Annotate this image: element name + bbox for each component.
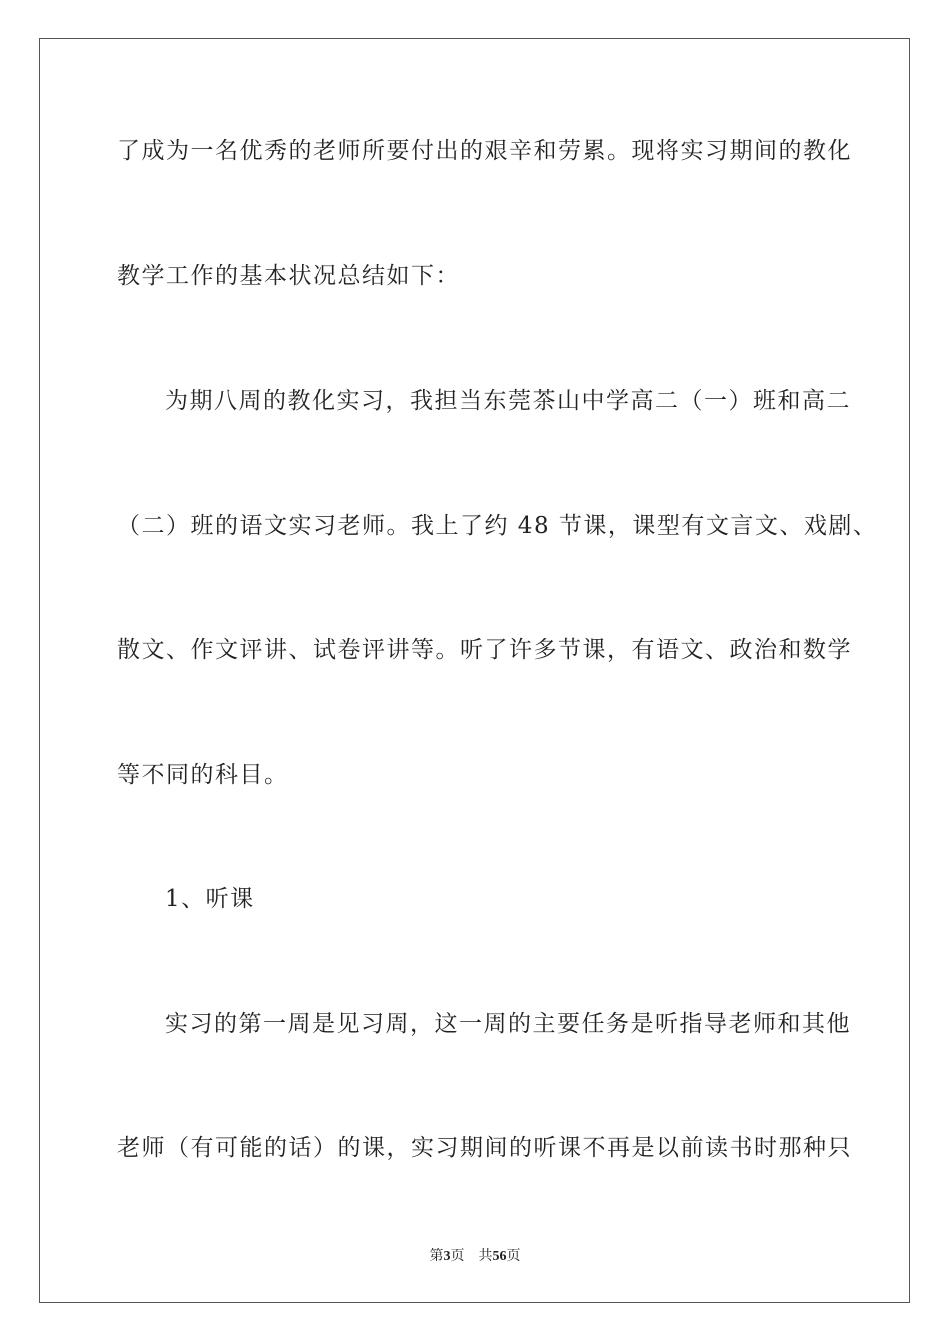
body-text-line-2: 教学工作的基本状况总结如下： <box>117 263 460 289</box>
body-text-line-4: （二）班的语文实习老师。我上了约 48 节课，课型有文言文、戏剧、 <box>117 513 878 539</box>
footer-page-number: 3 <box>443 1249 451 1264</box>
body-text-line-5: 散文、作文评讲、试卷评讲等。听了许多节课，有语文、政治和数学 <box>117 637 852 663</box>
footer-total-pages: 56 <box>492 1249 507 1264</box>
footer-page-prefix: 第 <box>429 1249 444 1264</box>
body-text-line-9: 老师（有可能的话）的课，实习期间的听课不再是以前读书时那种只 <box>117 1135 852 1161</box>
page-frame <box>39 38 910 1303</box>
footer-total-suffix: 页 <box>506 1249 521 1264</box>
page-footer <box>0 1247 950 1267</box>
footer-total-prefix: 共 <box>478 1249 493 1264</box>
footer-page-suffix: 页 <box>450 1249 465 1264</box>
body-text-line-6: 等不同的科目。 <box>117 762 289 788</box>
body-text-line-1: 了成为一名优秀的老师所要付出的艰辛和劳累。现将实习期间的教化 <box>117 138 852 164</box>
section-heading: 1、听课 <box>165 886 255 912</box>
body-text-line-3: 为期八周的教化实习，我担当东莞茶山中学高二（一）班和高二 <box>165 388 851 414</box>
body-text-line-8: 实习的第一周是见习周，这一周的主要任务是听指导老师和其他 <box>165 1011 851 1037</box>
